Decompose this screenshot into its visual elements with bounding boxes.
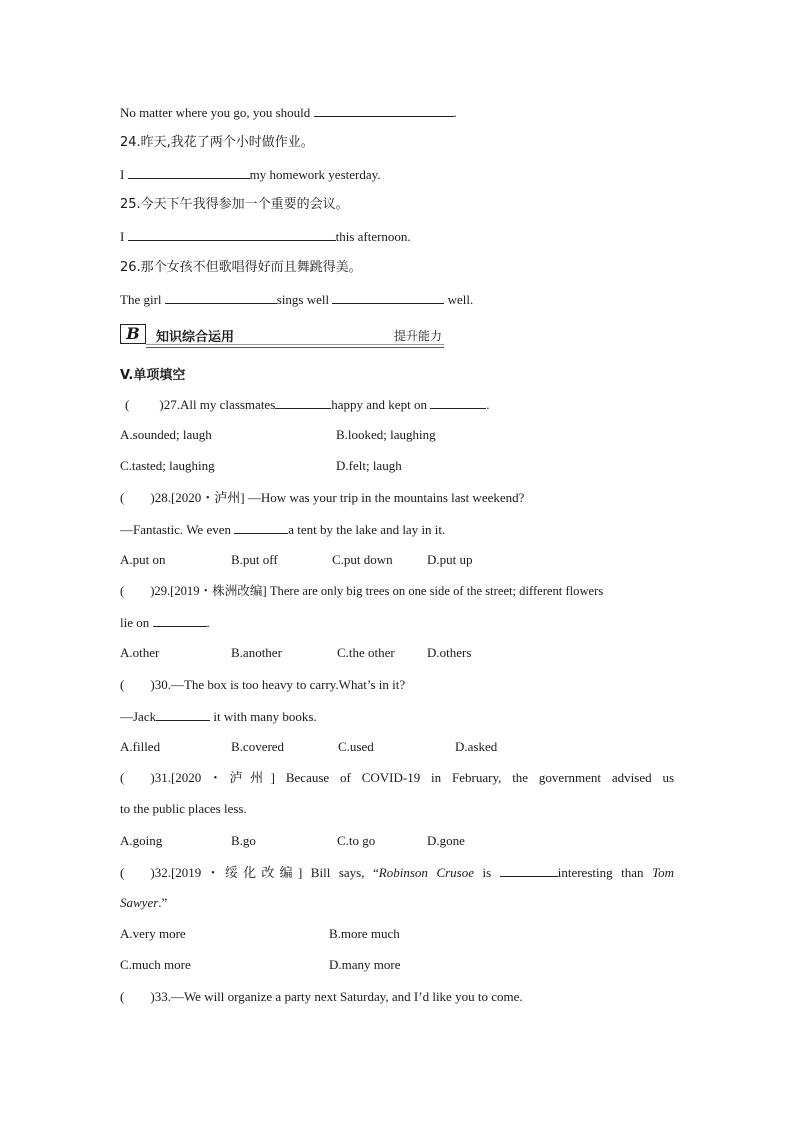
q32-book-title-2b: Sawyer (120, 895, 159, 910)
q25-prompt: 25.今天下午我得参加一个重要的会议。 (120, 197, 349, 212)
q31-option-d[interactable]: D.gone (427, 833, 465, 848)
q31-option-b[interactable]: B.go (231, 833, 256, 848)
q29-paren-open: ( (120, 584, 125, 598)
q28-option-a[interactable]: A.put on (120, 552, 166, 567)
q28-stem (120, 490, 524, 506)
section-b-logo-icon: B (120, 324, 146, 344)
q28-line2 (120, 521, 445, 538)
q30-line2 (120, 708, 317, 725)
q33-text-a: 33.—We will organize a party next Saturday, and I’d like you to come. (154, 989, 523, 1004)
banner-rule (146, 347, 444, 348)
q31-option-a[interactable]: A.going (120, 833, 163, 848)
q33-stem (120, 989, 523, 1005)
q28-text-a: 28.[2020・泸州] —How was your trip in the mountains last weekend? (154, 490, 525, 505)
q33-paren-open: ( (120, 989, 125, 1004)
q29-option-b[interactable]: B.another (231, 645, 282, 660)
q32-stem (120, 864, 674, 881)
q32-book-title-1: Robinson Crusoe (378, 865, 474, 880)
q29-text-a: 29.[2019・株洲改编] There are only big trees on one side of the street; different flowers (154, 584, 604, 598)
q27-stem (125, 396, 489, 413)
q24-prompt: 24.昨天,我花了两个小时做作业。 (120, 135, 314, 150)
q32-option-d[interactable]: D.many more (329, 957, 401, 972)
q30-blank[interactable] (156, 708, 210, 721)
q32-option-a[interactable]: A.very more (120, 926, 186, 941)
q30-option-a[interactable]: A.filled (120, 739, 161, 754)
q30-stem (120, 677, 405, 693)
q26-answer-line (120, 291, 473, 308)
q28-option-c[interactable]: C.put down (332, 552, 393, 567)
q27-paren-open: ( (125, 397, 130, 412)
q27-option-a[interactable]: A.sounded; laugh (120, 427, 212, 442)
q28-option-d[interactable]: D.put up (427, 552, 473, 567)
q29-option-c[interactable]: C.the other (337, 645, 395, 660)
q28-text-c: a tent by the lake and lay in it. (288, 522, 446, 537)
q32-text-end: .” (158, 895, 168, 910)
q32-text-b: interesting than (557, 865, 644, 880)
q29-paren-close: ) (150, 584, 155, 598)
q28-blank[interactable] (234, 521, 288, 534)
q31-stem (120, 770, 674, 786)
q28-option-b[interactable]: B.put off (231, 552, 278, 567)
q31-line2: to the public places less. (120, 801, 247, 816)
q26-blank-1[interactable] (165, 291, 277, 304)
q32-paren-open: ( (120, 865, 125, 880)
q32-blank[interactable] (500, 864, 558, 877)
q25-answer-line (120, 228, 411, 245)
q29-option-a[interactable]: A.other (120, 645, 160, 660)
q28-paren-close: ) (150, 490, 155, 505)
q33-paren-close: ) (150, 989, 155, 1004)
section-banner (120, 321, 444, 348)
q26-text-after: well. (447, 292, 474, 307)
q32-text-is: is (482, 865, 492, 880)
q25-text-before: I (120, 229, 125, 244)
q27-text-a: 27.All my classmates (163, 397, 276, 412)
q29-stem (120, 583, 603, 599)
q23-answer-line (120, 104, 457, 121)
q24-answer-line (120, 166, 381, 183)
q30-paren-close: ) (150, 677, 155, 692)
q32-line2 (120, 895, 167, 911)
q29-blank[interactable] (153, 614, 207, 627)
q32-option-b[interactable]: B.more much (329, 926, 400, 941)
q24-text-before: I (120, 167, 125, 182)
q29-text-b: lie on (120, 615, 150, 630)
q32-book-title-2a: Tom (652, 865, 674, 880)
q25-blank[interactable] (128, 228, 336, 241)
q26-prompt: 26.那个女孩不但歌唱得好而且舞跳得美。 (120, 260, 362, 275)
q30-text-c: it with many books. (213, 709, 317, 724)
q28-text-b: —Fantastic. We even (120, 522, 231, 537)
q31-paren-open: ( (120, 770, 125, 785)
banner-subtitle: 提升能力 (393, 329, 442, 343)
q27-paren-close: ) (159, 397, 164, 412)
q29-text-c: . (206, 615, 210, 630)
q30-text-a: 30.—The box is too heavy to carry.What’s in it? (154, 677, 406, 692)
q32-option-c[interactable]: C.much more (120, 957, 191, 972)
q26-blank-2[interactable] (332, 291, 444, 304)
q27-option-d[interactable]: D.felt; laugh (336, 458, 402, 473)
q27-blank-2[interactable] (430, 396, 486, 409)
q31-paren-close: ) (150, 770, 155, 785)
q27-blank-1[interactable] (275, 396, 331, 409)
q26-text-before: The girl (120, 292, 162, 307)
q26-text-mid: sings well (276, 292, 330, 307)
q25-text-after: this afternoon. (335, 229, 411, 244)
section-title: V.单项填空 (120, 368, 186, 383)
q23-blank[interactable] (314, 104, 454, 117)
q27-option-c[interactable]: C.tasted; laughing (120, 458, 215, 473)
q24-blank[interactable] (128, 166, 250, 179)
q30-option-c[interactable]: C.used (338, 739, 374, 754)
q27-text-c: . (486, 397, 490, 412)
q32-quote-open: “ (373, 865, 379, 880)
q32-paren-close: ) (150, 865, 155, 880)
q23-text-after: . (453, 105, 457, 120)
q31-text-a: 31.[2020・泸州] Because of COVID-19 in February, the government advised us (154, 770, 674, 785)
q30-option-d[interactable]: D.asked (455, 739, 498, 754)
q23-text-before: No matter where you go, you should (120, 105, 311, 120)
q27-option-b[interactable]: B.looked; laughing (336, 427, 436, 442)
q30-text-b: —Jack (120, 709, 157, 724)
q31-option-c[interactable]: C.to go (337, 833, 376, 848)
q24-text-after: my homework yesterday. (249, 167, 381, 182)
q28-paren-open: ( (120, 490, 125, 505)
q29-option-d[interactable]: D.others (427, 645, 472, 660)
q30-option-b[interactable]: B.covered (231, 739, 285, 754)
q32-text-a: 32.[2019・绥化改编] Bill says, (154, 865, 365, 880)
banner-title: 知识综合运用 (156, 330, 235, 345)
q29-line2 (120, 614, 210, 631)
q27-text-b: happy and kept on (331, 397, 427, 412)
q30-paren-open: ( (120, 677, 125, 692)
